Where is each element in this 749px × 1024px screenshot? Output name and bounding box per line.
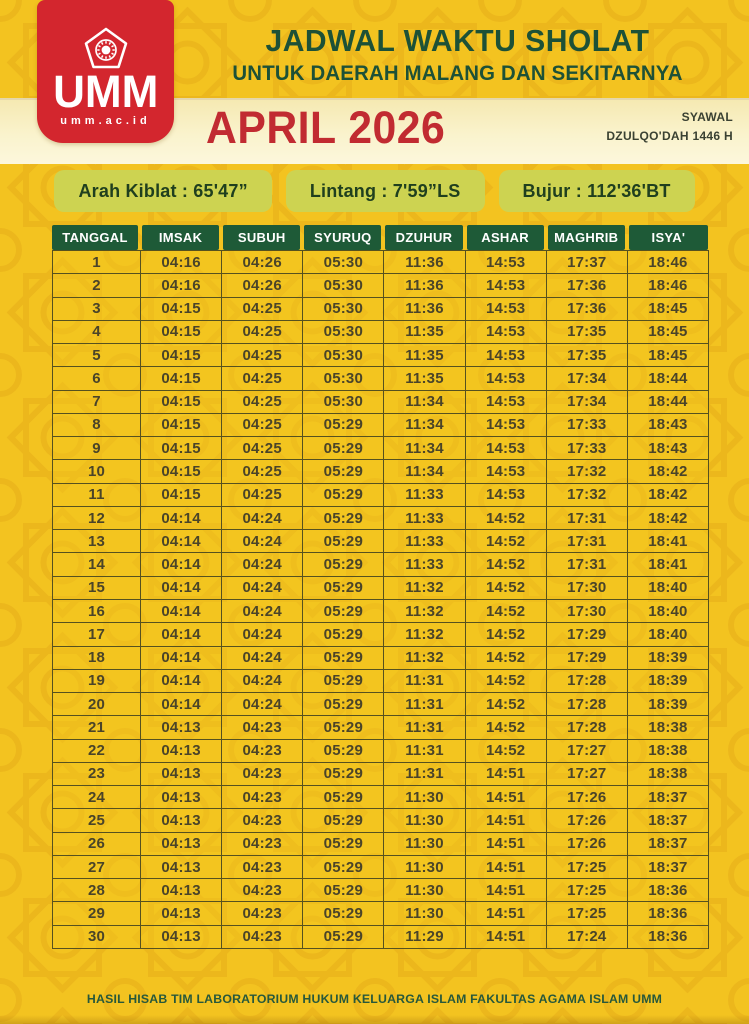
time-cell: 18:40	[628, 623, 709, 646]
time-cell: 04:14	[141, 600, 222, 623]
time-cell: 05:29	[303, 460, 384, 483]
month-label: APRIL 2026	[206, 102, 446, 153]
date-cell: 26	[53, 833, 141, 856]
time-cell: 11:35	[384, 321, 465, 344]
time-cell: 14:52	[466, 647, 547, 670]
info-pill: Arah Kiblat : 65'47”	[54, 170, 271, 212]
time-cell: 18:39	[628, 693, 709, 716]
info-pill: Lintang : 7'59”LS	[286, 170, 485, 212]
time-cell: 04:16	[141, 274, 222, 297]
time-cell: 11:34	[384, 460, 465, 483]
time-cell: 14:51	[466, 833, 547, 856]
time-cell: 11:33	[384, 484, 465, 507]
time-cell: 14:53	[466, 460, 547, 483]
date-cell: 30	[53, 926, 141, 949]
time-cell: 18:36	[628, 926, 709, 949]
time-cell: 05:29	[303, 647, 384, 670]
time-cell: 14:51	[466, 856, 547, 879]
time-cell: 11:34	[384, 391, 465, 414]
column-header: SUBUH	[223, 225, 300, 250]
time-cell: 04:24	[222, 577, 303, 600]
time-cell: 04:13	[141, 833, 222, 856]
time-cell: 11:32	[384, 623, 465, 646]
column-header: TANGGAL	[52, 225, 138, 250]
time-cell: 11:35	[384, 367, 465, 390]
time-cell: 18:40	[628, 600, 709, 623]
time-cell: 05:29	[303, 437, 384, 460]
time-cell: 17:26	[547, 786, 628, 809]
time-cell: 04:23	[222, 740, 303, 763]
time-cell: 04:14	[141, 577, 222, 600]
time-cell: 05:29	[303, 623, 384, 646]
time-cell: 11:32	[384, 647, 465, 670]
time-cell: 14:51	[466, 809, 547, 832]
time-cell: 04:26	[222, 274, 303, 297]
time-cell: 05:29	[303, 693, 384, 716]
date-cell: 14	[53, 553, 141, 576]
time-cell: 14:53	[466, 437, 547, 460]
time-cell: 04:23	[222, 809, 303, 832]
time-cell: 04:24	[222, 553, 303, 576]
column-header: ISYA'	[629, 225, 708, 250]
hijri-line1: SYAWAL	[681, 110, 733, 124]
time-cell: 04:15	[141, 367, 222, 390]
time-cell: 17:28	[547, 693, 628, 716]
time-cell: 14:52	[466, 623, 547, 646]
time-cell: 05:29	[303, 809, 384, 832]
time-cell: 04:23	[222, 833, 303, 856]
time-cell: 04:24	[222, 600, 303, 623]
time-cell: 04:26	[222, 251, 303, 274]
time-cell: 05:29	[303, 484, 384, 507]
time-cell: 11:30	[384, 809, 465, 832]
time-cell: 18:46	[628, 251, 709, 274]
time-cell: 04:25	[222, 391, 303, 414]
date-cell: 3	[53, 298, 141, 321]
time-cell: 04:15	[141, 484, 222, 507]
time-cell: 05:29	[303, 670, 384, 693]
time-cell: 17:36	[547, 274, 628, 297]
time-cell: 17:35	[547, 344, 628, 367]
time-cell: 18:45	[628, 321, 709, 344]
bottom-edge-shadow	[0, 1015, 749, 1024]
time-cell: 04:13	[141, 786, 222, 809]
time-cell: 14:52	[466, 507, 547, 530]
time-cell: 05:29	[303, 763, 384, 786]
time-cell: 14:52	[466, 693, 547, 716]
time-cell: 17:31	[547, 530, 628, 553]
time-cell: 11:35	[384, 344, 465, 367]
logo-subtext: umm.ac.id	[60, 114, 151, 127]
time-cell: 04:23	[222, 716, 303, 739]
time-cell: 18:43	[628, 414, 709, 437]
time-cell: 18:36	[628, 879, 709, 902]
time-cell: 17:26	[547, 833, 628, 856]
time-cell: 04:25	[222, 321, 303, 344]
time-cell: 05:29	[303, 833, 384, 856]
time-cell: 11:29	[384, 926, 465, 949]
time-cell: 14:52	[466, 740, 547, 763]
time-cell: 17:27	[547, 740, 628, 763]
time-cell: 18:46	[628, 274, 709, 297]
time-cell: 14:53	[466, 274, 547, 297]
umm-logo	[37, 0, 174, 143]
time-cell: 14:52	[466, 600, 547, 623]
date-cell: 13	[53, 530, 141, 553]
time-cell: 05:29	[303, 856, 384, 879]
time-cell: 05:30	[303, 274, 384, 297]
time-cell: 17:24	[547, 926, 628, 949]
date-cell: 5	[53, 344, 141, 367]
date-cell: 24	[53, 786, 141, 809]
time-cell: 04:13	[141, 740, 222, 763]
time-cell: 11:30	[384, 902, 465, 925]
time-cell: 04:24	[222, 693, 303, 716]
time-cell: 04:23	[222, 786, 303, 809]
time-cell: 17:28	[547, 670, 628, 693]
time-cell: 04:15	[141, 437, 222, 460]
time-cell: 04:24	[222, 623, 303, 646]
time-cell: 17:30	[547, 600, 628, 623]
time-cell: 18:37	[628, 856, 709, 879]
time-cell: 04:14	[141, 693, 222, 716]
time-cell: 04:24	[222, 670, 303, 693]
time-cell: 05:29	[303, 600, 384, 623]
time-cell: 17:34	[547, 367, 628, 390]
date-cell: 27	[53, 856, 141, 879]
time-cell: 18:44	[628, 391, 709, 414]
time-cell: 04:13	[141, 856, 222, 879]
time-cell: 04:14	[141, 623, 222, 646]
time-cell: 17:33	[547, 414, 628, 437]
time-cell: 14:53	[466, 344, 547, 367]
time-cell: 05:30	[303, 298, 384, 321]
time-cell: 11:36	[384, 251, 465, 274]
time-cell: 14:53	[466, 251, 547, 274]
time-cell: 17:32	[547, 484, 628, 507]
time-cell: 11:30	[384, 879, 465, 902]
time-cell: 18:45	[628, 344, 709, 367]
time-cell: 04:24	[222, 647, 303, 670]
column-header: IMSAK	[142, 225, 219, 250]
time-cell: 14:51	[466, 879, 547, 902]
date-cell: 22	[53, 740, 141, 763]
time-cell: 04:25	[222, 484, 303, 507]
date-cell: 19	[53, 670, 141, 693]
time-cell: 14:53	[466, 391, 547, 414]
time-cell: 17:26	[547, 809, 628, 832]
time-cell: 11:31	[384, 740, 465, 763]
time-cell: 17:31	[547, 507, 628, 530]
time-cell: 04:24	[222, 530, 303, 553]
time-cell: 04:23	[222, 879, 303, 902]
time-cell: 11:31	[384, 763, 465, 786]
time-cell: 17:25	[547, 856, 628, 879]
time-cell: 18:41	[628, 530, 709, 553]
date-cell: 2	[53, 274, 141, 297]
date-cell: 8	[53, 414, 141, 437]
time-cell: 05:29	[303, 879, 384, 902]
time-cell: 05:29	[303, 926, 384, 949]
time-cell: 05:29	[303, 716, 384, 739]
footer-credit: HASIL HISAB TIM LABORATORIUM HUKUM KELUARGA ISLAM FAKULTAS AGAMA ISLAM UMM	[86, 992, 663, 1006]
date-cell: 18	[53, 647, 141, 670]
time-cell: 05:29	[303, 507, 384, 530]
time-cell: 04:25	[222, 298, 303, 321]
time-cell: 11:36	[384, 298, 465, 321]
time-cell: 18:39	[628, 647, 709, 670]
time-cell: 04:23	[222, 926, 303, 949]
time-cell: 04:13	[141, 926, 222, 949]
hijri-line2: DZULQO'DAH 1446 H	[606, 128, 733, 143]
date-cell: 10	[53, 460, 141, 483]
column-header: ASHAR	[467, 225, 544, 250]
time-cell: 04:16	[141, 251, 222, 274]
time-cell: 14:51	[466, 926, 547, 949]
page-title: JADWAL WAKTU SHOLAT	[265, 23, 650, 58]
time-cell: 04:13	[141, 809, 222, 832]
time-cell: 04:14	[141, 530, 222, 553]
time-cell: 17:27	[547, 763, 628, 786]
time-cell: 18:37	[628, 833, 709, 856]
time-cell: 05:30	[303, 367, 384, 390]
time-cell: 04:25	[222, 367, 303, 390]
time-cell: 04:15	[141, 344, 222, 367]
time-cell: 11:33	[384, 507, 465, 530]
time-cell: 11:33	[384, 553, 465, 576]
time-cell: 05:30	[303, 391, 384, 414]
time-cell: 04:14	[141, 670, 222, 693]
date-cell: 25	[53, 809, 141, 832]
date-cell: 21	[53, 716, 141, 739]
time-cell: 14:53	[466, 321, 547, 344]
time-cell: 04:13	[141, 902, 222, 925]
time-cell: 18:41	[628, 553, 709, 576]
time-cell: 14:53	[466, 484, 547, 507]
time-cell: 18:44	[628, 367, 709, 390]
time-cell: 18:38	[628, 716, 709, 739]
time-cell: 04:14	[141, 553, 222, 576]
time-cell: 14:52	[466, 670, 547, 693]
time-cell: 18:37	[628, 786, 709, 809]
time-cell: 18:36	[628, 902, 709, 925]
poster-title	[178, 23, 737, 86]
date-cell: 15	[53, 577, 141, 600]
date-cell: 23	[53, 763, 141, 786]
time-cell: 11:36	[384, 274, 465, 297]
time-cell: 14:52	[466, 577, 547, 600]
time-cell: 05:29	[303, 414, 384, 437]
time-cell: 14:53	[466, 298, 547, 321]
time-cell: 11:31	[384, 716, 465, 739]
time-cell: 05:30	[303, 344, 384, 367]
time-cell: 05:29	[303, 577, 384, 600]
time-cell: 18:38	[628, 763, 709, 786]
time-cell: 14:52	[466, 530, 547, 553]
time-cell: 11:30	[384, 786, 465, 809]
info-pill: Bujur : 112'36'BT	[499, 170, 695, 212]
time-cell: 04:14	[141, 647, 222, 670]
time-cell: 04:13	[141, 763, 222, 786]
date-cell: 6	[53, 367, 141, 390]
hijri-month-label	[606, 108, 733, 145]
time-cell: 11:34	[384, 437, 465, 460]
time-cell: 04:24	[222, 507, 303, 530]
time-cell: 04:23	[222, 763, 303, 786]
time-cell: 18:40	[628, 577, 709, 600]
time-cell: 04:23	[222, 902, 303, 925]
time-cell: 18:39	[628, 670, 709, 693]
time-cell: 04:14	[141, 507, 222, 530]
time-cell: 04:15	[141, 460, 222, 483]
time-cell: 04:15	[141, 298, 222, 321]
time-cell: 17:35	[547, 321, 628, 344]
page-subtitle: UNTUK DAERAH MALANG DAN SEKITARNYA	[232, 62, 683, 85]
column-header: MAGHRIB	[548, 225, 625, 250]
time-cell: 17:32	[547, 460, 628, 483]
time-cell: 04:25	[222, 344, 303, 367]
time-cell: 11:30	[384, 856, 465, 879]
time-cell: 18:38	[628, 740, 709, 763]
time-cell: 14:51	[466, 786, 547, 809]
time-cell: 18:43	[628, 437, 709, 460]
time-cell: 11:31	[384, 670, 465, 693]
column-header: DZUHUR	[385, 225, 462, 250]
time-cell: 14:51	[466, 763, 547, 786]
date-cell: 20	[53, 693, 141, 716]
time-cell: 17:30	[547, 577, 628, 600]
time-cell: 17:36	[547, 298, 628, 321]
time-cell: 11:33	[384, 530, 465, 553]
time-cell: 17:25	[547, 879, 628, 902]
time-cell: 05:29	[303, 553, 384, 576]
date-cell: 7	[53, 391, 141, 414]
time-cell: 04:25	[222, 437, 303, 460]
time-cell: 05:30	[303, 321, 384, 344]
info-pills	[0, 170, 749, 212]
date-cell: 4	[53, 321, 141, 344]
time-cell: 17:31	[547, 553, 628, 576]
time-cell: 04:15	[141, 414, 222, 437]
date-cell: 11	[53, 484, 141, 507]
time-cell: 18:42	[628, 460, 709, 483]
time-cell: 18:42	[628, 507, 709, 530]
time-cell: 17:28	[547, 716, 628, 739]
date-cell: 12	[53, 507, 141, 530]
time-cell: 18:37	[628, 809, 709, 832]
time-cell: 14:51	[466, 902, 547, 925]
date-cell: 29	[53, 902, 141, 925]
time-cell: 11:34	[384, 414, 465, 437]
time-cell: 04:15	[141, 391, 222, 414]
time-cell: 17:37	[547, 251, 628, 274]
time-cell: 04:15	[141, 321, 222, 344]
time-cell: 04:23	[222, 856, 303, 879]
time-cell: 17:33	[547, 437, 628, 460]
schedule-table	[52, 250, 709, 949]
time-cell: 05:29	[303, 902, 384, 925]
time-cell: 18:45	[628, 298, 709, 321]
logo-text: UMM	[52, 66, 159, 117]
time-cell: 17:29	[547, 647, 628, 670]
time-cell: 11:32	[384, 577, 465, 600]
date-cell: 17	[53, 623, 141, 646]
time-cell: 04:25	[222, 460, 303, 483]
date-cell: 28	[53, 879, 141, 902]
time-cell: 18:42	[628, 484, 709, 507]
time-cell: 17:34	[547, 391, 628, 414]
time-cell: 04:13	[141, 879, 222, 902]
time-cell: 17:29	[547, 623, 628, 646]
time-cell: 11:32	[384, 600, 465, 623]
time-cell: 05:29	[303, 740, 384, 763]
time-cell: 05:30	[303, 251, 384, 274]
time-cell: 14:53	[466, 367, 547, 390]
time-cell: 11:31	[384, 693, 465, 716]
date-cell: 1	[53, 251, 141, 274]
table-header-row	[52, 225, 708, 250]
time-cell: 14:53	[466, 414, 547, 437]
date-cell: 9	[53, 437, 141, 460]
column-header: SYURUQ	[304, 225, 381, 250]
time-cell: 11:30	[384, 833, 465, 856]
time-cell: 17:25	[547, 902, 628, 925]
time-cell: 05:29	[303, 786, 384, 809]
time-cell: 04:13	[141, 716, 222, 739]
time-cell: 14:52	[466, 553, 547, 576]
time-cell: 04:25	[222, 414, 303, 437]
time-cell: 14:52	[466, 716, 547, 739]
time-cell: 05:29	[303, 530, 384, 553]
date-cell: 16	[53, 600, 141, 623]
